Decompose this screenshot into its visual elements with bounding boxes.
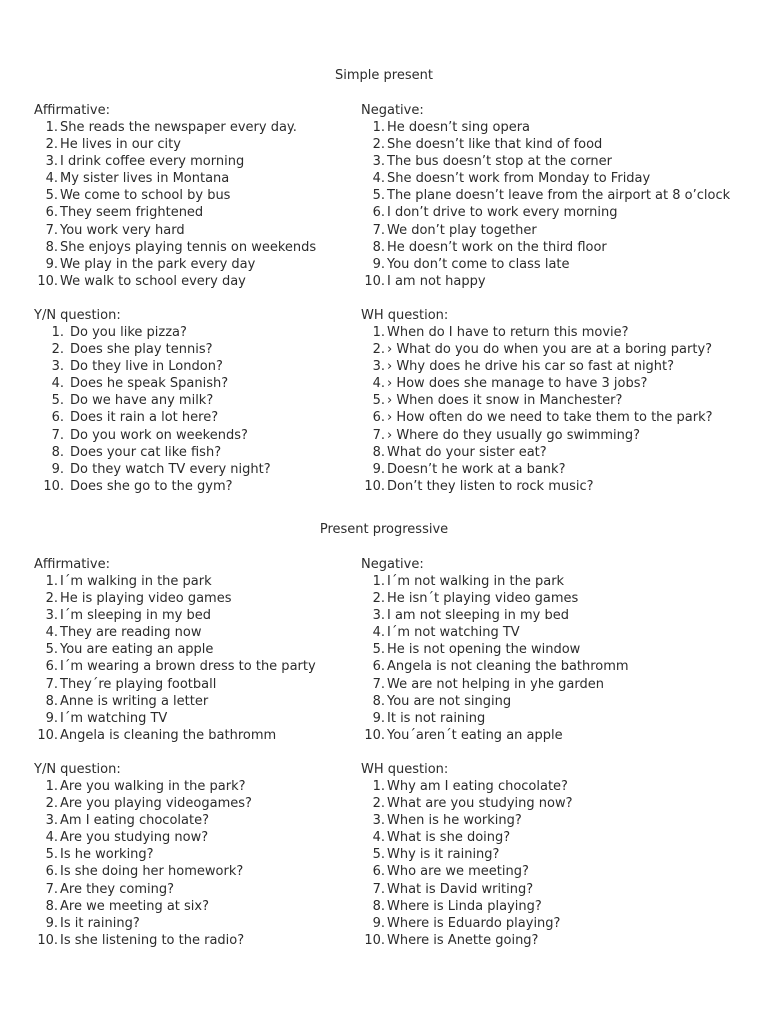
list-item: [361, 846, 741, 863]
item-sentence: Does your cat like fish?: [70, 444, 222, 460]
list-item: [361, 409, 741, 426]
list-item: [34, 119, 414, 136]
item-number: 2.: [372, 796, 385, 812]
item-sentence: I am not sleeping in my bed: [387, 608, 569, 624]
item-sentence: He isn´t playing video games: [387, 591, 579, 607]
item-number: 6.: [45, 864, 58, 880]
item-number: 6.: [372, 205, 385, 221]
item-number: 3.: [372, 813, 385, 829]
item-number: 10.: [37, 727, 58, 743]
list-item: [361, 153, 741, 170]
item-sentence: The bus doesn’t stop at the corner: [387, 154, 612, 170]
list-item: [34, 136, 414, 153]
item-sentence: Do they watch TV every night?: [70, 461, 271, 477]
item-number: 7.: [372, 881, 385, 897]
list-item: [34, 829, 414, 846]
present-progressive-wh-question-block: [361, 761, 741, 949]
item-number: 4.: [372, 830, 385, 846]
list-item: [361, 795, 741, 812]
item-sentence: Does he speak Spanish?: [70, 376, 229, 392]
list-item: [361, 478, 741, 495]
list-item: [34, 607, 414, 624]
item-number: 4.: [51, 376, 64, 392]
item-number: 1.: [51, 325, 64, 340]
sentence-list: [34, 119, 414, 290]
item-number: 5.: [51, 393, 64, 409]
list-item: [34, 898, 414, 915]
item-number: 7.: [45, 676, 58, 692]
item-sentence: The plane doesn’t leave from the airport at 8 o’clock: [387, 188, 731, 204]
list-item: [34, 658, 414, 675]
item-sentence: Don’t they listen to rock music?: [387, 478, 594, 494]
list-item: [361, 341, 741, 358]
item-number: 10.: [364, 727, 385, 743]
item-number: 8.: [372, 898, 385, 914]
item-number: 4.: [372, 376, 385, 392]
block-heading: Negative:: [361, 557, 424, 572]
list-item: [34, 239, 414, 256]
item-number: 7.: [372, 676, 385, 692]
item-sentence: › What do you do when you are at a boring party?: [387, 342, 713, 358]
item-sentence: They are reading now: [60, 625, 202, 641]
item-number: 6.: [372, 659, 385, 675]
item-sentence: › How does she manage to have 3 jobs?: [387, 376, 648, 392]
item-sentence: She reads the newspaper every day.: [60, 120, 297, 135]
list-item: [34, 778, 414, 795]
item-number: 9.: [372, 461, 385, 477]
list-item: [34, 409, 414, 426]
item-sentence: Where is Linda playing?: [387, 898, 542, 914]
item-number: 1.: [372, 574, 385, 589]
list-item: [361, 427, 741, 444]
item-number: 10.: [43, 478, 64, 494]
list-item: [34, 444, 414, 461]
list-item: [34, 358, 414, 375]
item-sentence: Where is Eduardo playing?: [387, 915, 561, 931]
item-number: 2.: [372, 137, 385, 153]
item-number: 7.: [372, 222, 385, 238]
list-item: [361, 829, 741, 846]
item-sentence: Am I eating chocolate?: [60, 813, 209, 829]
list-item: [361, 119, 741, 136]
item-sentence: Is it raining?: [60, 915, 140, 931]
list-item: [361, 915, 741, 932]
item-number: 3.: [372, 608, 385, 624]
item-sentence: He lives in our city: [60, 137, 181, 153]
item-sentence: What is David writing?: [387, 881, 534, 897]
list-item: [361, 812, 741, 829]
item-sentence: I´m sleeping in my bed: [60, 608, 211, 624]
list-item: [34, 641, 414, 658]
item-sentence: It is not raining: [387, 710, 486, 726]
list-item: [34, 187, 414, 204]
item-sentence: I don’t drive to work every morning: [387, 205, 618, 221]
simple-present-affirmative-block: [34, 102, 414, 290]
list-item: [361, 658, 741, 675]
item-number: 10.: [364, 273, 385, 289]
list-item: [34, 324, 414, 341]
item-sentence: He is not opening the window: [387, 642, 581, 658]
item-number: 5.: [45, 642, 58, 658]
item-number: 3.: [372, 154, 385, 170]
item-number: 1.: [45, 574, 58, 589]
section-title-present-progressive: Present progressive: [319, 522, 449, 537]
list-item: [361, 170, 741, 187]
item-number: 9.: [372, 710, 385, 726]
list-item: [34, 222, 414, 239]
item-sentence: He doesn’t sing opera: [387, 120, 531, 135]
item-sentence: I´m wearing a brown dress to the party: [60, 659, 316, 675]
list-item: [34, 881, 414, 898]
simple-present-wh-question-block: [361, 307, 741, 495]
present-progressive-affirmative-block: [34, 556, 414, 744]
item-number: 5.: [45, 847, 58, 863]
item-number: 10.: [37, 273, 58, 289]
item-sentence: She doesn’t like that kind of food: [387, 137, 603, 153]
item-sentence: What is she doing?: [387, 830, 511, 846]
item-sentence: Is she doing her homework?: [60, 864, 244, 880]
item-number: 5.: [372, 393, 385, 409]
item-sentence: Are you studying now?: [60, 830, 209, 846]
item-sentence: I´m not walking in the park: [387, 574, 565, 589]
simple-present-negative-block: [361, 102, 741, 290]
item-number: 2.: [45, 591, 58, 607]
item-number: 4.: [45, 625, 58, 641]
list-item: [34, 170, 414, 187]
item-sentence: We walk to school every day: [60, 273, 246, 289]
item-sentence: Why am I eating chocolate?: [387, 779, 568, 794]
item-sentence: You are eating an apple: [60, 642, 214, 658]
block-heading: Affirmative:: [34, 557, 110, 572]
item-number: 4.: [45, 171, 58, 187]
item-sentence: Are we meeting at six?: [60, 898, 210, 914]
list-item: [34, 153, 414, 170]
item-number: 10.: [364, 932, 385, 948]
item-number: 6.: [372, 864, 385, 880]
item-sentence: She enjoys playing tennis on weekends: [60, 239, 317, 255]
item-sentence: What are you studying now?: [387, 796, 573, 812]
item-sentence: You´aren´t eating an apple: [387, 727, 563, 743]
list-item: [34, 710, 414, 727]
block-heading: WH question:: [361, 762, 449, 777]
sentence-list: [361, 573, 741, 744]
item-sentence: We are not helping in yhe garden: [387, 676, 605, 692]
item-sentence: Where is Anette going?: [387, 932, 539, 948]
item-sentence: Who are we meeting?: [387, 864, 529, 880]
item-sentence: When do I have to return this movie?: [387, 325, 629, 340]
list-item: [361, 136, 741, 153]
list-item: [34, 932, 414, 949]
item-number: 7.: [45, 881, 58, 897]
item-number: 2.: [372, 342, 385, 358]
sentence-list: [361, 119, 741, 290]
block-heading: Y/N question:: [34, 308, 121, 323]
item-number: 2.: [45, 796, 58, 812]
item-sentence: Do you work on weekends?: [70, 427, 248, 443]
list-item: [34, 590, 414, 607]
item-number: 8.: [45, 898, 58, 914]
item-number: 9.: [51, 461, 64, 477]
list-item: [361, 693, 741, 710]
item-sentence: Does she play tennis?: [70, 342, 213, 358]
item-number: 9.: [372, 915, 385, 931]
block-heading: Y/N question:: [34, 762, 121, 777]
item-sentence: Angela is cleaning the bathromm: [60, 727, 277, 743]
item-sentence: Are they coming?: [60, 881, 175, 897]
item-sentence: Doesn’t he work at a bank?: [387, 461, 566, 477]
list-item: [34, 256, 414, 273]
list-item: [361, 375, 741, 392]
item-number: 4.: [372, 171, 385, 187]
list-item: [361, 444, 741, 461]
item-sentence: I´m not watching TV: [387, 625, 520, 641]
list-item: [34, 478, 414, 495]
list-item: [361, 727, 741, 744]
item-sentence: We play in the park every day: [60, 256, 256, 272]
item-number: 1.: [45, 779, 58, 794]
item-number: 5.: [372, 642, 385, 658]
present-progressive-yn-question-block: [34, 761, 414, 949]
item-sentence: You are not singing: [387, 693, 512, 709]
list-item: [34, 273, 414, 290]
list-item: [361, 204, 741, 221]
sentence-list: [34, 324, 414, 495]
sentence-list: [34, 573, 414, 744]
list-item: [361, 461, 741, 478]
item-number: 8.: [45, 693, 58, 709]
item-number: 1.: [372, 779, 385, 794]
item-sentence: Does she go to the gym?: [70, 478, 233, 494]
item-number: 6.: [45, 205, 58, 221]
list-item: [361, 932, 741, 949]
item-number: 3.: [45, 608, 58, 624]
item-sentence: Is he working?: [60, 847, 154, 863]
list-item: [361, 187, 741, 204]
item-number: 5.: [372, 847, 385, 863]
item-sentence: We don’t play together: [387, 222, 537, 238]
block-heading: Negative:: [361, 103, 424, 118]
list-item: [361, 573, 741, 590]
item-sentence: Do we have any milk?: [70, 393, 214, 409]
item-sentence: You work very hard: [60, 222, 185, 238]
item-number: 6.: [45, 659, 58, 675]
list-item: [34, 915, 414, 932]
list-item: [34, 624, 414, 641]
item-sentence: What do your sister eat?: [387, 444, 547, 460]
item-number: 9.: [45, 915, 58, 931]
item-sentence: She doesn’t work from Monday to Friday: [387, 171, 651, 187]
item-sentence: My sister lives in Montana: [60, 171, 230, 187]
block-heading: Affirmative:: [34, 103, 110, 118]
item-number: 3.: [45, 154, 58, 170]
item-sentence: Is she listening to the radio?: [60, 932, 245, 948]
item-sentence: Angela is not cleaning the bathromm: [387, 659, 629, 675]
item-number: 9.: [372, 256, 385, 272]
item-number: 6.: [372, 410, 385, 426]
list-item: [361, 676, 741, 693]
item-number: 9.: [45, 256, 58, 272]
list-item: [34, 795, 414, 812]
list-item: [361, 778, 741, 795]
item-sentence: I am not happy: [387, 273, 486, 289]
list-item: [34, 812, 414, 829]
item-number: 8.: [45, 239, 58, 255]
list-item: [34, 727, 414, 744]
item-number: 1.: [372, 120, 385, 135]
item-sentence: Anne is writing a letter: [60, 693, 209, 709]
sentence-list: [361, 324, 741, 495]
list-item: [361, 607, 741, 624]
item-sentence: I´m walking in the park: [60, 574, 212, 589]
item-number: 10.: [37, 932, 58, 948]
item-sentence: He doesn’t work on the third floor: [387, 239, 607, 255]
item-number: 3.: [51, 359, 64, 375]
list-item: [361, 324, 741, 341]
item-number: 3.: [372, 359, 385, 375]
item-number: 2.: [372, 591, 385, 607]
list-item: [34, 461, 414, 478]
item-number: 2.: [51, 342, 64, 358]
item-sentence: They´re playing football: [60, 676, 217, 692]
item-number: 7.: [45, 222, 58, 238]
item-sentence: Are you playing videogames?: [60, 796, 252, 812]
item-sentence: › Where do they usually go swimming?: [387, 427, 641, 443]
item-sentence: I´m watching TV: [60, 710, 168, 726]
item-sentence: Does it rain a lot here?: [70, 410, 219, 426]
list-item: [34, 204, 414, 221]
item-number: 9.: [45, 710, 58, 726]
list-item: [361, 898, 741, 915]
item-sentence: › How often do we need to take them to the park?: [387, 410, 713, 426]
item-number: 3.: [45, 813, 58, 829]
item-number: 1.: [372, 325, 385, 340]
item-number: 8.: [372, 693, 385, 709]
item-sentence: When is he working?: [387, 813, 522, 829]
list-item: [361, 256, 741, 273]
item-sentence: You don’t come to class late: [387, 256, 570, 272]
list-item: [361, 710, 741, 727]
present-progressive-negative-block: [361, 556, 741, 744]
item-number: 2.: [45, 137, 58, 153]
item-number: 7.: [51, 427, 64, 443]
list-item: [361, 881, 741, 898]
list-item: [361, 273, 741, 290]
item-number: 4.: [372, 625, 385, 641]
list-item: [361, 239, 741, 256]
item-number: 6.: [51, 410, 64, 426]
item-number: 8.: [372, 239, 385, 255]
item-number: 4.: [45, 830, 58, 846]
list-item: [34, 846, 414, 863]
item-sentence: › Why does he drive his car so fast at night?: [387, 359, 675, 375]
list-item: [34, 427, 414, 444]
item-sentence: › When does it snow in Manchester?: [387, 393, 623, 409]
list-item: [34, 693, 414, 710]
item-sentence: Do you like pizza?: [70, 325, 187, 340]
list-item: [361, 590, 741, 607]
item-sentence: They seem frightened: [60, 205, 204, 221]
list-item: [361, 641, 741, 658]
section-title-simple-present: Simple present: [335, 68, 433, 83]
sentence-list: [34, 778, 414, 949]
sentence-list: [361, 778, 741, 949]
list-item: [34, 392, 414, 409]
item-number: 5.: [372, 188, 385, 204]
item-number: 8.: [372, 444, 385, 460]
item-number: 1.: [45, 120, 58, 135]
item-sentence: Do they live in London?: [70, 359, 223, 375]
list-item: [34, 676, 414, 693]
item-number: 10.: [364, 478, 385, 494]
list-item: [361, 222, 741, 239]
list-item: [34, 341, 414, 358]
list-item: [361, 358, 741, 375]
block-heading: WH question:: [361, 308, 449, 323]
item-sentence: I drink coffee every morning: [60, 154, 245, 170]
item-number: 7.: [372, 427, 385, 443]
item-sentence: He is playing video games: [60, 591, 232, 607]
list-item: [34, 375, 414, 392]
list-item: [34, 863, 414, 880]
list-item: [34, 573, 414, 590]
item-number: 8.: [51, 444, 64, 460]
list-item: [361, 392, 741, 409]
item-number: 5.: [45, 188, 58, 204]
simple-present-yn-question-block: [34, 307, 414, 495]
list-item: [361, 863, 741, 880]
item-sentence: Why is it raining?: [387, 847, 500, 863]
item-sentence: We come to school by bus: [60, 188, 231, 204]
list-item: [361, 624, 741, 641]
item-sentence: Are you walking in the park?: [60, 779, 246, 794]
